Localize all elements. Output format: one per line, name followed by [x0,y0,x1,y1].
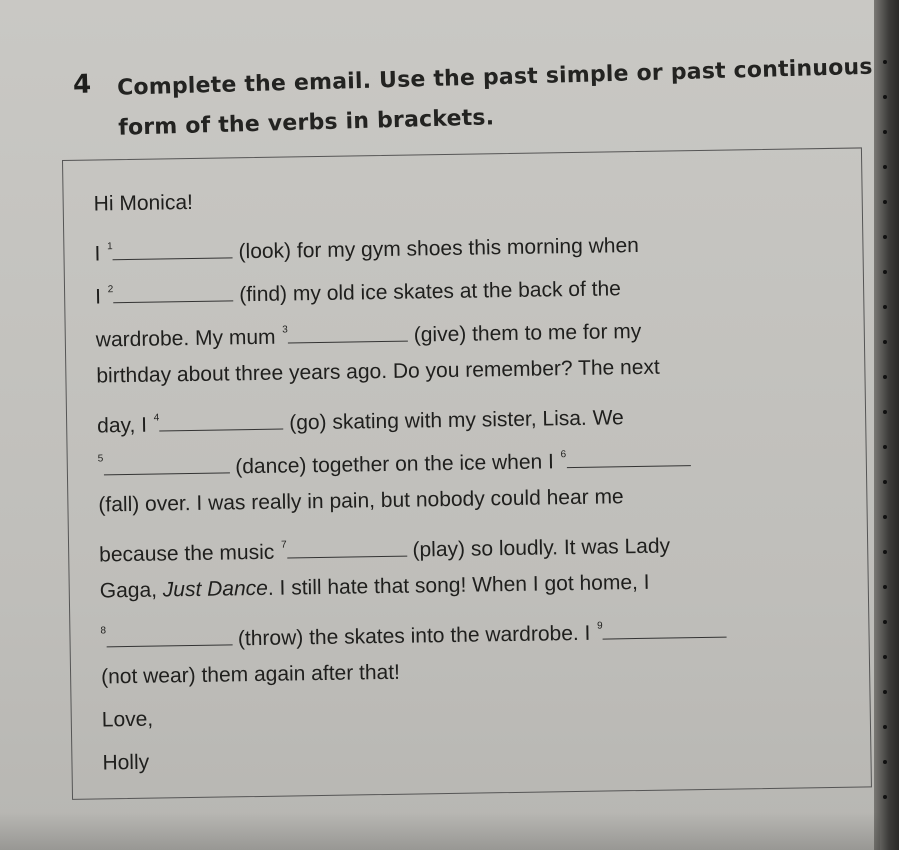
edge-dot [883,445,887,449]
edge-dot [883,655,887,659]
edge-dot [883,305,887,309]
gap-number-1: 1 [106,241,113,253]
text: day, I [97,413,148,438]
email-signature: Holly [102,750,150,775]
edge-dot [883,760,887,764]
text: (give) them to me for my [413,319,642,347]
gap-number-3: 3 [282,324,288,336]
email-line-5: birthday about three years ago. Do you remember? The next [96,355,660,388]
exercise-number: 4 [72,69,92,100]
answer-blank-4[interactable] [159,412,283,432]
text: (dance) together on the ice when I [235,450,555,479]
text: (play) so loudly. It was Lady [412,534,671,562]
edge-dot [883,410,887,414]
exercise-instructions: Complete the email. Use the past simple or past continuous form of the verbs in brackets. [116,54,873,141]
answer-blank-5[interactable] [103,455,229,475]
edge-dot [883,95,887,99]
edge-dot [883,725,887,729]
edge-dot [883,690,887,694]
edge-dot [883,375,887,379]
email-line-12: (not wear) them again after that! [100,660,401,689]
text: because the music [99,540,275,567]
answer-blank-9[interactable] [603,620,727,640]
text: I [94,242,101,266]
text: (look) for my gym shoes this morning when [238,233,640,264]
answer-blank-7[interactable] [287,539,407,559]
edge-dot [883,235,887,239]
text: I [94,285,102,309]
gap-number-6: 6 [560,449,567,461]
text: Gaga, [99,578,158,603]
text: . I still hate that song! When I got home, I [267,570,650,600]
text: wardrobe. My mum [95,325,276,352]
text: (find) my old ice skates at the back of the [239,277,622,307]
email-closing: Love, [101,707,154,732]
edge-dot [883,515,887,519]
answer-blank-6[interactable] [566,448,690,468]
gap-number-2: 2 [107,284,114,296]
edge-dot [883,60,887,64]
text: (throw) the skates into the wardrobe. I [237,621,591,651]
email-line-8: (fall) over. I was really in pain, but nobody could hear me [98,485,624,517]
edge-dot [883,270,887,274]
email-greeting: Hi Monica! [93,190,194,216]
song-title: Just Dance [162,576,269,602]
email-body [93,171,862,785]
gap-number-5: 5 [97,453,104,465]
edge-dot [883,585,887,589]
edge-dot [883,200,887,204]
edge-dot [883,130,887,134]
gap-number-9: 9 [597,620,603,632]
edge-dot [883,620,887,624]
answer-blank-8[interactable] [106,627,232,647]
text: (go) skating with my sister, Lisa. We [289,406,624,435]
gap-number-4: 4 [153,412,160,424]
gap-number-8: 8 [100,625,107,637]
edge-dot [883,340,887,344]
email-box [62,147,872,799]
edge-dot [883,480,887,484]
gap-number-7: 7 [280,539,287,551]
edge-dot [883,795,887,799]
edge-dot [883,550,887,554]
answer-blank-2[interactable] [113,283,233,303]
page-shadow [0,812,880,850]
answer-blank-1[interactable] [113,240,233,260]
edge-dot [883,165,887,169]
answer-blank-3[interactable] [288,324,408,344]
